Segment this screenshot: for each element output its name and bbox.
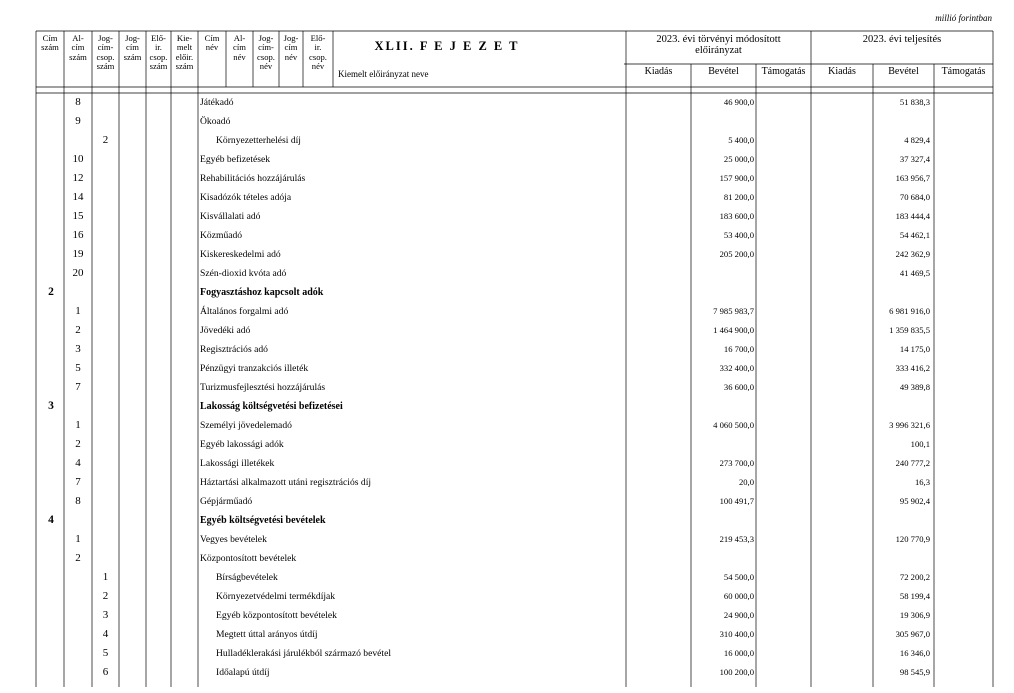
table-row — [36, 340, 993, 359]
table-row — [36, 606, 993, 625]
table-row — [36, 511, 993, 530]
table-row — [36, 226, 993, 245]
header-jogcimcsop-szam: Jog- cím- csop. szám — [96, 33, 115, 71]
row-bevetel-eloiranyzat: 24 900,0 — [723, 610, 754, 620]
row-jogcim-code: 2 — [102, 590, 109, 602]
row-bevetel-teljesites: 120 770,9 — [895, 534, 930, 544]
row-bevetel-teljesites: 54 462,1 — [899, 230, 930, 240]
table-row — [36, 454, 993, 473]
table-row — [36, 378, 993, 397]
row-bevetel-eloiranyzat: 332 400,0 — [719, 363, 754, 373]
row-name: Vegyes bevételek — [200, 534, 267, 545]
header-jogcim-szam: Jog- cím szám — [123, 33, 142, 62]
chapter-title: XLII. F E J E Z E T — [374, 39, 520, 53]
row-alcim-code: 12 — [72, 172, 84, 184]
row-alcim-code: 16 — [72, 229, 84, 241]
row-bevetel-eloiranyzat: 81 200,0 — [723, 192, 754, 202]
row-bevetel-eloiranyzat: 20,0 — [738, 477, 754, 487]
row-name: Egyéb lakossági adók — [200, 439, 284, 450]
unit-label: millió forintban — [935, 13, 992, 23]
header-kiemelt-szam: Kie- melt előir. szám — [175, 33, 194, 71]
table-row — [36, 359, 993, 378]
table-row — [36, 568, 993, 587]
header-kiadas-2: Kiadás — [828, 66, 856, 77]
table-row — [36, 492, 993, 511]
row-bevetel-eloiranyzat: 5 400,0 — [728, 135, 754, 145]
row-bevetel-eloiranyzat: 53 400,0 — [723, 230, 754, 240]
table-row — [36, 321, 993, 340]
row-bevetel-teljesites: 6 981 916,0 — [889, 306, 930, 316]
row-bevetel-teljesites: 19 306,9 — [899, 610, 930, 620]
table-row — [36, 112, 993, 131]
row-bevetel-teljesites: 16 346,0 — [899, 648, 930, 658]
table-row — [36, 530, 993, 549]
row-bevetel-teljesites: 3 996 321,6 — [889, 420, 930, 430]
header-eloir-csop-szam: Elő- ir. csop. szám — [149, 33, 168, 71]
row-alcim-code: 10 — [72, 153, 84, 165]
row-bevetel-eloiranyzat: 100 200,0 — [719, 667, 754, 677]
row-bevetel-teljesites: 4 829,4 — [904, 135, 930, 145]
row-name: Játékadó — [200, 97, 234, 108]
row-name: Közműadó — [200, 230, 243, 241]
row-bevetel-teljesites: 51 838,3 — [899, 97, 930, 107]
row-jogcim-code: 1 — [102, 571, 109, 583]
header-group-eloiranyzat: 2023. évi törvényi módosított előirányzat — [656, 34, 781, 56]
row-bevetel-eloiranyzat: 205 200,0 — [719, 249, 754, 259]
table-row — [36, 435, 993, 454]
row-bevetel-teljesites: 14 175,0 — [899, 344, 930, 354]
row-bevetel-eloiranyzat: 60 000,0 — [723, 591, 754, 601]
row-alcim-code: 9 — [75, 115, 81, 127]
row-name: Kisvállalati adó — [200, 211, 261, 222]
header-bevetel-2: Bevétel — [888, 66, 919, 77]
row-bevetel-teljesites: 95 902,4 — [899, 496, 930, 506]
row-alcim-code: 8 — [75, 96, 81, 108]
row-name: Kisadózók tételes adója — [200, 192, 292, 203]
row-alcim-code: 1 — [75, 305, 81, 317]
header-bevetel-1: Bevétel — [708, 66, 739, 77]
row-bevetel-eloiranyzat: 16 700,0 — [723, 344, 754, 354]
row-bevetel-teljesites: 16,3 — [914, 477, 930, 487]
table-row — [36, 283, 993, 302]
table-row — [36, 663, 993, 682]
row-name: Egyéb központosított bevételek — [216, 610, 337, 621]
row-name: Hulladéklerakási járulékból származó bevétel — [216, 648, 392, 659]
row-name: Központosított bevételek — [200, 553, 297, 564]
header-kiemelt-nev: Kiemelt előirányzat neve — [338, 69, 429, 79]
table-row — [36, 397, 993, 416]
header-tamogatas-1: Támogatás — [761, 66, 806, 77]
row-bevetel-eloiranyzat: 46 900,0 — [723, 97, 754, 107]
row-bevetel-teljesites: 163 956,7 — [895, 173, 930, 183]
row-name: Egyéb költségvetési bevételek — [200, 515, 326, 526]
table-row — [36, 150, 993, 169]
row-bevetel-teljesites: 49 389,8 — [899, 382, 930, 392]
row-bevetel-eloiranyzat: 100 491,7 — [719, 496, 754, 506]
row-jogcim-code: 5 — [102, 647, 109, 659]
row-bevetel-eloiranyzat: 273 700,0 — [719, 458, 754, 468]
row-cim-code: 2 — [48, 286, 54, 298]
row-jogcim-code: 6 — [102, 666, 109, 678]
row-name: Környezetvédelmi termékdíjak — [216, 591, 336, 602]
row-name: Regisztrációs adó — [200, 344, 268, 355]
table-row — [36, 93, 993, 112]
header-cim-nev: Cím név — [204, 33, 220, 53]
header-cim-szam: Cím szám — [41, 33, 59, 53]
table-row — [36, 644, 993, 663]
table-row — [36, 131, 993, 150]
row-alcim-code: 20 — [72, 267, 84, 279]
header-eloir-csop-nev: Elő- ir. csop. név — [309, 33, 327, 71]
header-kiadas-1: Kiadás — [644, 66, 673, 77]
row-name: Kiskereskedelmi adó — [200, 249, 281, 260]
row-name: Háztartási alkalmazott utáni regisztrációs díj — [200, 477, 372, 488]
row-bevetel-eloiranyzat: 1 464 900,0 — [713, 325, 754, 335]
row-name: Megtett úttal arányos útdíj — [216, 629, 318, 640]
row-jogcim-code: 2 — [102, 134, 109, 146]
row-jogcim-code: 4 — [102, 628, 109, 640]
header-jogcimcsop-nev: Jog- cím- csop. név — [257, 33, 275, 71]
row-name: Időalapú útdíj — [216, 667, 270, 678]
row-bevetel-eloiranyzat: 54 500,0 — [723, 572, 754, 582]
header-group-teljesites: 2023. évi teljesítés — [862, 34, 942, 45]
row-bevetel-teljesites: 70 684,0 — [899, 192, 930, 202]
table-row — [36, 188, 993, 207]
row-name: Gépjárműadó — [200, 496, 253, 507]
row-alcim-code: 14 — [72, 191, 84, 203]
row-bevetel-eloiranyzat: 183 600,0 — [719, 211, 754, 221]
row-jogcim-code: 3 — [102, 609, 109, 621]
row-alcim-code: 1 — [75, 419, 81, 431]
row-bevetel-teljesites: 240 777,2 — [895, 458, 930, 468]
row-alcim-code: 3 — [75, 343, 81, 355]
row-bevetel-eloiranyzat: 7 985 983,7 — [713, 306, 754, 316]
row-name: Általános forgalmi adó — [200, 306, 289, 317]
budget-table — [36, 31, 993, 687]
row-bevetel-teljesites: 98 545,9 — [899, 667, 930, 677]
table-row — [36, 587, 993, 606]
row-bevetel-eloiranyzat: 310 400,0 — [719, 629, 754, 639]
row-alcim-code: 8 — [75, 495, 81, 507]
row-bevetel-eloiranyzat: 36 600,0 — [723, 382, 754, 392]
row-bevetel-teljesites: 58 199,4 — [899, 591, 930, 601]
row-name: Egyéb befizetések — [200, 154, 271, 165]
table-row — [36, 302, 993, 321]
table-row — [36, 473, 993, 492]
row-cim-code: 4 — [48, 514, 54, 526]
row-bevetel-eloiranyzat: 4 060 500,0 — [713, 420, 754, 430]
row-bevetel-eloiranyzat: 157 900,0 — [719, 173, 754, 183]
row-alcim-code: 2 — [75, 438, 81, 450]
header-jogcim-nev: Jog- cím név — [283, 33, 299, 62]
row-name: Környezetterhelési díj — [216, 135, 301, 146]
row-name: Szén-dioxid kvóta adó — [200, 268, 287, 279]
row-alcim-code: 2 — [75, 552, 81, 564]
row-alcim-code: 7 — [75, 476, 81, 488]
row-alcim-code: 7 — [75, 381, 81, 393]
row-alcim-code: 15 — [72, 210, 84, 222]
table-row — [36, 169, 993, 188]
row-bevetel-teljesites: 37 327,4 — [899, 154, 930, 164]
row-name: Ökoadó — [200, 116, 231, 127]
row-bevetel-eloiranyzat: 25 000,0 — [723, 154, 754, 164]
row-alcim-code: 5 — [75, 362, 81, 374]
header-tamogatas-2: Támogatás — [941, 66, 986, 77]
row-bevetel-teljesites: 183 444,4 — [895, 211, 930, 221]
header-alcim-szam: Al- cím szám — [69, 33, 87, 62]
header-alcim-nev: Al- cím név — [233, 33, 246, 62]
row-name: Pénzügyi tranzakciós illeték — [200, 363, 309, 374]
row-bevetel-teljesites: 333 416,2 — [895, 363, 930, 373]
row-cim-code: 3 — [48, 400, 54, 412]
row-bevetel-teljesites: 41 469,5 — [899, 268, 930, 278]
row-name: Turizmusfejlesztési hozzájárulás — [200, 382, 326, 393]
row-name: Lakossági illetékek — [200, 458, 275, 469]
row-name: Lakosság költségvetési befizetései — [200, 401, 343, 412]
table-row — [36, 264, 993, 283]
row-alcim-code: 19 — [72, 248, 84, 260]
table-row — [36, 207, 993, 226]
row-alcim-code: 4 — [75, 457, 81, 469]
row-bevetel-teljesites: 305 967,0 — [895, 629, 930, 639]
table-row — [36, 245, 993, 264]
row-bevetel-teljesites: 100,1 — [910, 439, 930, 449]
row-name: Bírságbevételek — [216, 572, 278, 583]
table-row — [36, 625, 993, 644]
row-bevetel-eloiranyzat: 219 453,3 — [719, 534, 754, 544]
row-alcim-code: 2 — [75, 324, 81, 336]
row-bevetel-eloiranyzat: 16 000,0 — [723, 648, 754, 658]
table-row — [36, 416, 993, 435]
row-alcim-code: 1 — [75, 533, 81, 545]
row-bevetel-teljesites: 72 200,2 — [899, 572, 930, 582]
row-name: Jövedéki adó — [200, 325, 251, 336]
row-name: Rehabilitációs hozzájárulás — [200, 173, 306, 184]
row-name: Személyi jövedelemadó — [200, 420, 292, 431]
row-name: Fogyasztáshoz kapcsolt adók — [200, 287, 324, 298]
row-bevetel-teljesites: 1 359 835,5 — [889, 325, 930, 335]
row-bevetel-teljesites: 242 362,9 — [895, 249, 930, 259]
table-row — [36, 549, 993, 568]
